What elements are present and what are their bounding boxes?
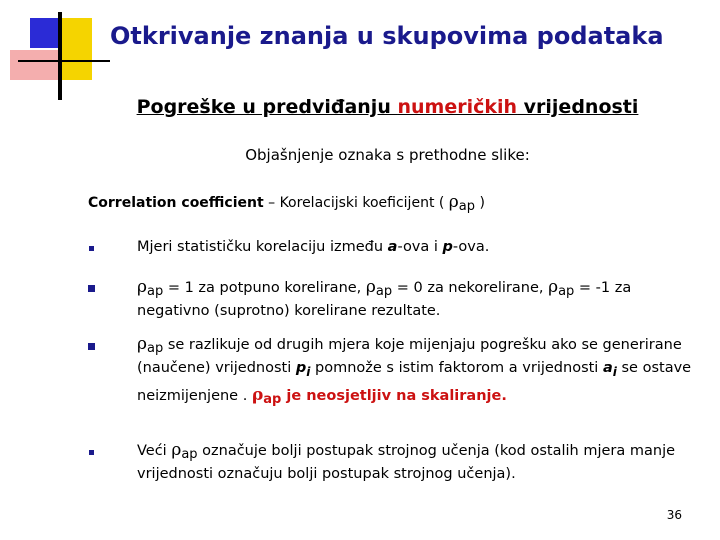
slide-title: Otkrivanje znanja u skupovima podataka (110, 22, 664, 50)
deco-pink-square (10, 50, 62, 80)
rho-symbol: ρ (251, 384, 264, 405)
bullet-item-3 (137, 333, 697, 408)
intro-text: Objašnjenje oznaka s prethodne slike: (245, 146, 530, 164)
bullet-marker (89, 450, 94, 455)
deco-yellow-square (62, 18, 92, 80)
bullet-text: -ova. (452, 239, 490, 255)
rho-symbol: ρ (137, 277, 147, 297)
rho-symbol: ρ (448, 192, 459, 212)
rho-subscript: ap (558, 284, 575, 299)
page-number: 36 (666, 508, 682, 522)
deco-vertical-line (58, 12, 62, 100)
bullet-item-4 (137, 439, 697, 486)
var-p: p (442, 239, 453, 255)
deco-blue-square (30, 18, 60, 48)
bullet-item-2 (137, 276, 697, 323)
bullet-item-1 (137, 236, 697, 259)
bullet-marker (89, 246, 94, 251)
bullet-text: Veći (137, 443, 172, 459)
bullet-text: = -1 za negativno (suprotno) korelirane rezultate. (137, 280, 632, 319)
rho-subscript: ap (263, 391, 282, 407)
bullet-marker (88, 285, 95, 292)
slide-subtitle (0, 96, 720, 118)
correlation-dash: – Korelacijski koeficijent ( (263, 195, 449, 211)
bullet-text: = 1 za potpuno korelirane, (163, 280, 366, 296)
bullet-text: označuje bolji postupak strojnog učenja (kod ostalih mjera manje vrijednosti označuju bolji postupak strojnog učenja). (137, 443, 676, 482)
rho-subscript: ap (147, 341, 164, 356)
correlation-term: Correlation coefficient (88, 195, 264, 211)
bullet-emphasis: je neosjetljiv na skaliranje. (281, 387, 507, 404)
var-a: a (602, 360, 613, 376)
bullet-text: = 0 za nekorelirane, (392, 280, 549, 296)
bullet-text: se razlikuje od drugih mjera koje mijenjaju pogrešku ako se generirane (naučene) vrijednosti (137, 337, 682, 376)
corner-decoration (0, 0, 110, 110)
bullet-marker (88, 343, 95, 350)
bullet-text: se ostave neizmijenjene . (137, 360, 692, 404)
var-i: i (306, 364, 311, 379)
rho-subscript: ap (147, 284, 164, 299)
bullet-text: -ova i (397, 239, 443, 255)
bullet-text: pomnože s istim faktorom a vrijednosti (310, 360, 603, 376)
rho-subscript: ap (375, 284, 393, 299)
correlation-line (88, 192, 485, 212)
subtitle-part2: vrijednosti (517, 96, 639, 118)
rho-symbol: ρ (365, 277, 376, 297)
subtitle-part1: Pogreške u predviđanju (136, 96, 398, 118)
rho-subscript: ap (458, 199, 476, 214)
var-i: i (612, 364, 617, 379)
var-a: a (387, 239, 398, 255)
var-p: p (295, 360, 307, 376)
bullet-text: Mjeri statističku korelaciju između (137, 239, 388, 255)
deco-horizontal-line (18, 60, 110, 62)
subtitle-highlight: numeričkih (397, 96, 518, 118)
correlation-close: ) (475, 195, 485, 211)
rho-subscript: ap (181, 447, 198, 462)
rho-symbol: ρ (137, 334, 147, 354)
rho-symbol: ρ (171, 440, 182, 460)
rho-symbol: ρ (548, 277, 559, 297)
